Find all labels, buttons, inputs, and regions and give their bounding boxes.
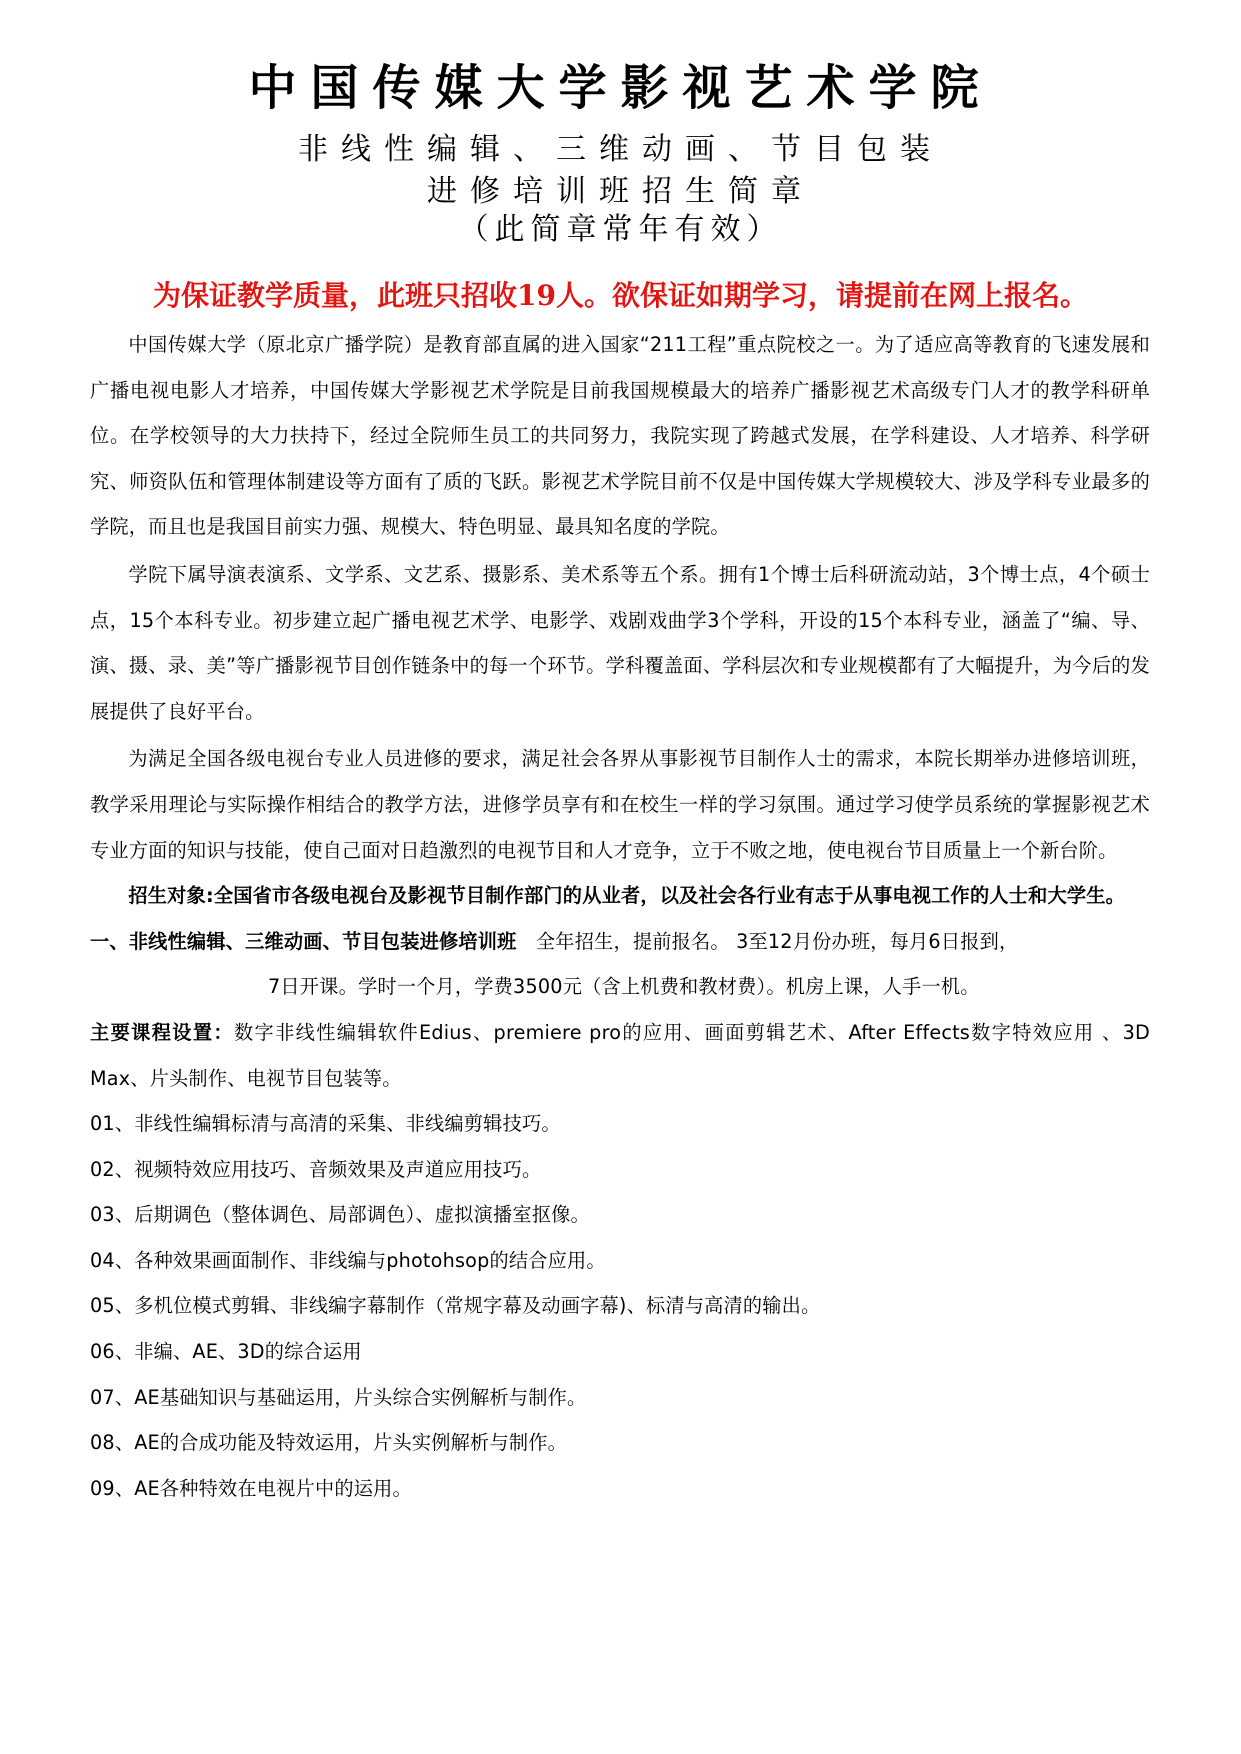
enrollment-label: 招生对象: bbox=[128, 884, 214, 908]
curriculum-item: 03、后期调色（整体调色、局部调色）、虚拟演播室抠像。 bbox=[90, 1203, 590, 1227]
curriculum-label: 主要课程设置： bbox=[90, 1020, 234, 1044]
curriculum-item: 09、AE各种特效在电视片中的运用。 bbox=[90, 1476, 412, 1500]
course-title: 一、非线性编辑、三维动画、节目包装进修培训班 bbox=[90, 929, 517, 953]
enrollment-notice: 为保证教学质量，此班只招收19人。欲保证如期学习，请提前在网上报名。 bbox=[153, 279, 1088, 312]
curriculum-item: 02、视频特效应用技巧、音频效果及声道应用技巧。 bbox=[90, 1157, 542, 1181]
subtitle-validity: （此简章常年有效） bbox=[458, 212, 783, 247]
intro-paragraph-training: 为满足全国各级电视台专业人员进修的要求，满足社会各界从事影视节目制作人士的需求，本院长期举办进修培训班，教学采用理论与实际操作相结合的教学方法，进修学员享有和在校生一样的学习氛围。通过学习使学员系统的掌握影视艺术专业方面的知识与技能，使自己面对日趋激烈的电视节目和人才竞争，立于不败之地，使电视台节目质量上一个新台阶。 bbox=[90, 747, 1150, 862]
subtitle-programs: 非线性编辑、三维动画、节目包装 bbox=[298, 132, 943, 167]
intro-paragraph-departments: 学院下属导演表演系、文学系、文艺系、摄影系、美术系等五个系。拥有1个博士后科研流动站，3个博士点，4个硕士点，15个本科专业。初步建立起广播电视艺术学、电影学、戏剧戏曲学3个学科，开设的15个本科专业，涵盖了“编、导、演、摄、录、美”等广播影视节目创作链条中的每一个环节。学科覆盖面、学科层次和专业规模都有了大幅提升，为今后的发展提供了良好平台。 bbox=[90, 562, 1150, 723]
page-title: 中国传媒大学影视艺术学院 bbox=[248, 60, 993, 116]
curriculum-summary bbox=[90, 1010, 1157, 1101]
curriculum-item: 08、AE的合成功能及特效运用，片头实例解析与制作。 bbox=[90, 1431, 567, 1455]
curriculum-item: 04、各种效果画面制作、非线编与photohsop的结合应用。 bbox=[90, 1248, 606, 1272]
curriculum-item: 01、非线性编辑标清与高清的采集、非线编剪辑技巧。 bbox=[90, 1112, 561, 1136]
curriculum-item: 05、多机位模式剪辑、非线编字幕制作（常规字幕及动画字幕)、标清与高清的输出。 bbox=[90, 1294, 821, 1318]
course-schedule: 全年招生，提前报名。 3至12月份办班，每月6日报到， bbox=[535, 929, 1019, 953]
curriculum-text: 数字非线性编辑软件Edius、premiere pro的应用、画面剪辑艺术、After Effects数字特效应用 、3D Max、片头制作、电视节目包装等。 bbox=[90, 1020, 1157, 1090]
subtitle-brochure: 进修培训班招生简章 bbox=[427, 174, 814, 209]
curriculum-item: 07、AE基础知识与基础运用，片头综合实例解析与制作。 bbox=[90, 1385, 587, 1409]
document-body bbox=[90, 322, 1157, 1511]
course-heading bbox=[90, 919, 1150, 965]
enrollment-text: 全国省市各级电视台及影视节目制作部门的从业者，以及社会各行业有志于从事电视工作的人士和大学生。 bbox=[213, 884, 1126, 908]
enrollment-target bbox=[90, 873, 1150, 919]
intro-paragraph-university: 中国传媒大学（原北京广播学院）是教育部直属的进入国家“211工程”重点院校之一。为了适应高等教育的飞速发展和广播电视电影人才培养，中国传媒大学影视艺术学院是目前我国规模最大的培养广播影视艺术高级专门人才的教学科研单位。在学校领导的大力扶持下，经过全院师生员工的共同努力，我院实现了跨越式发展，在学科建设、人才培养、科学研究、师资队伍和管理体制建设等方面有了质的飞跃。影视艺术学院目前不仅是中国传媒大学规模较大、涉及学科专业最多的学院，而且也是我国目前实力强、规模大、特色明显、最具知名度的学院。 bbox=[90, 333, 1150, 539]
course-detail: 7日开课。学时一个月，学费3500元（含上机费和教材费）。机房上课，人手一机。 bbox=[268, 975, 980, 999]
curriculum-item: 06、非编、AE、3D的综合运用 bbox=[90, 1340, 362, 1364]
